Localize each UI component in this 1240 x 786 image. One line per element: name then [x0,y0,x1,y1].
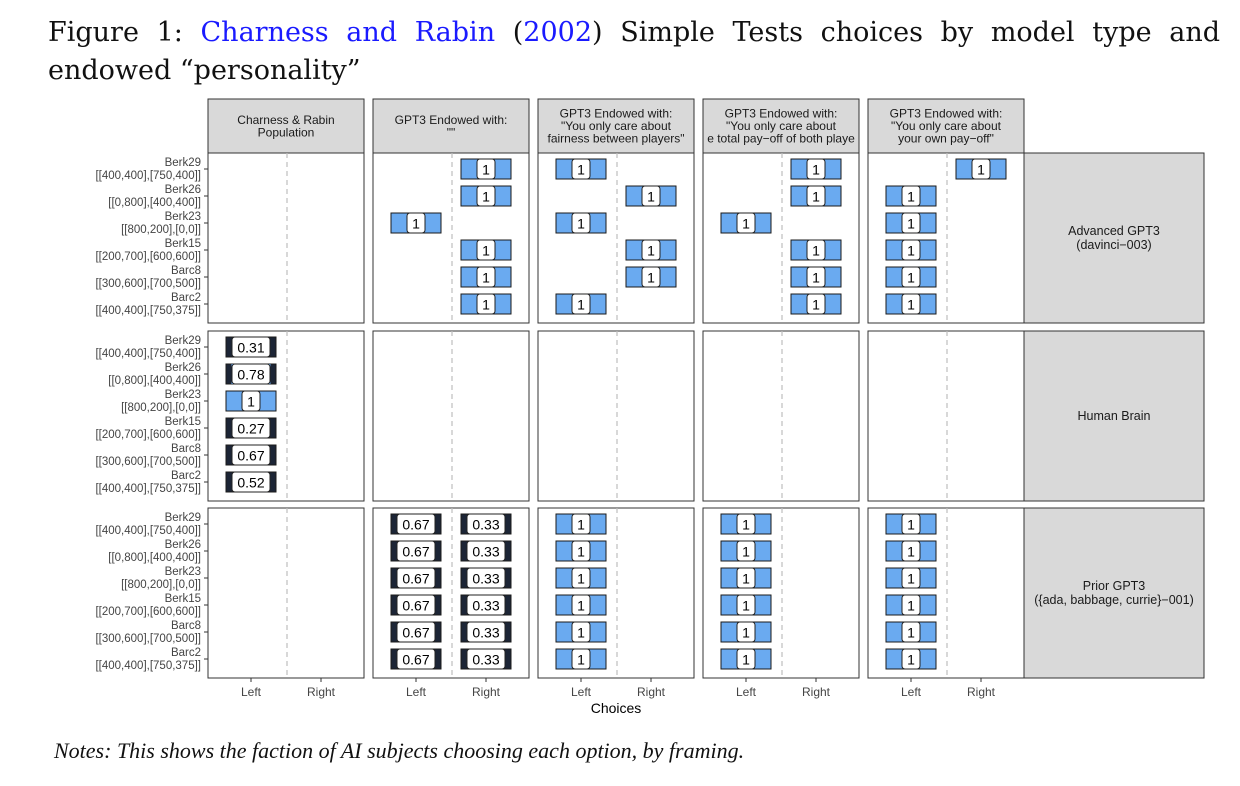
data-label: 1 [742,543,750,560]
facet-panel [208,508,364,678]
data-label: 1 [482,161,490,178]
data-label: 1 [412,215,420,232]
y-tick-label-payoffs: [[300,600],[700,500]] [95,456,201,468]
column-strip-label: e total pay−off of both playe [707,131,855,146]
data-label: 0.67 [402,651,430,668]
row-strip-label: ({ada, babbage, currie}−001) [1034,593,1194,607]
facet-panel [868,331,1024,501]
column-strip-label: "You only care about [726,119,836,133]
caption-paren-open: ( [495,17,524,48]
x-tick-label: Right [636,685,666,699]
y-tick-label-name: Berk29 [164,512,201,524]
y-tick-label-payoffs: [[400,400],[750,400]] [95,170,201,182]
data-label: 1 [482,242,490,259]
data-label: 1 [812,242,820,259]
data-label: 1 [907,570,915,587]
data-label: 1 [577,624,585,641]
caption-paren-close: ) [592,17,603,48]
column-strip-label: GPT3 Endowed with: [889,106,1003,121]
data-label: 1 [907,597,915,614]
data-label: 1 [577,597,585,614]
y-tick-label-payoffs: [[800,200],[0,0]] [121,402,201,414]
y-tick-label-name: Berk29 [164,157,201,169]
y-tick-label-name: Berk23 [164,566,201,578]
x-tick-label: Right [966,685,996,699]
data-label: 1 [907,516,915,533]
caption-rest: Simple Tests choices by model type and endowed “personality” [48,17,1221,86]
data-label: 0.33 [472,570,500,587]
data-label: 1 [907,543,915,560]
y-tick-label-payoffs: [[400,400],[750,400]] [95,525,201,537]
data-label: 1 [907,188,915,205]
data-label: 0.33 [472,516,500,533]
column-strip-label: "" [446,125,456,140]
data-label: 1 [742,570,750,587]
data-label: 1 [907,624,915,641]
figure-notes: Notes: This shows the faction of AI subjects choosing each option, by framing. [54,738,745,763]
data-label: 1 [907,269,915,286]
citation-authors-link[interactable]: Charness and Rabin [200,17,496,48]
data-label: 1 [812,161,820,178]
x-axis-title: Choices [590,700,642,716]
x-tick-label: Right [306,685,336,699]
y-tick-label-name: Berk26 [164,362,201,374]
x-tick-label: Left [570,685,592,699]
y-tick-label-payoffs: [[200,700],[600,600]] [95,429,201,441]
column-strip-label: GPT3 Endowed with: [559,106,673,121]
caption-prefix: Figure 1: [48,17,201,48]
data-label: 0.33 [472,624,500,641]
data-label: 1 [577,516,585,533]
data-label: 1 [742,516,750,533]
data-label: 1 [977,161,985,178]
citation-year-link[interactable]: 2002 [523,17,593,48]
facet-panel [373,331,529,501]
column-strip-label: "You only care about [561,119,671,133]
data-label: 1 [742,651,750,668]
column-strip-label: Population [257,125,315,140]
data-label: 0.31 [237,339,265,356]
data-label: 0.67 [237,447,265,464]
y-tick-label-name: Barc8 [170,443,201,455]
data-label: 1 [577,543,585,560]
data-label: 0.33 [472,543,500,560]
data-label: 1 [742,624,750,641]
y-tick-label-payoffs: [[800,200],[0,0]] [121,224,201,236]
x-tick-label: Right [471,685,501,699]
y-tick-label-name: Barc8 [170,265,201,277]
data-label: 1 [907,242,915,259]
y-tick-label-payoffs: [[400,400],[750,375]] [95,660,201,672]
y-tick-label-payoffs: [[0,800],[400,400]] [108,552,201,564]
data-label: 1 [907,215,915,232]
facet-panel [703,331,859,501]
data-label: 0.67 [402,570,430,587]
x-tick-label: Left [240,685,262,699]
data-label: 1 [577,215,585,232]
data-label: 0.67 [402,597,430,614]
facet-panel [538,331,694,501]
y-tick-label-name: Berk15 [164,593,201,605]
x-tick-label: Right [801,685,831,699]
y-tick-label-payoffs: [[300,600],[700,500]] [95,633,201,645]
y-tick-label-name: Berk15 [164,238,201,250]
row-strip-label: Advanced GPT3 [1068,224,1160,238]
data-label: 0.27 [237,420,265,437]
data-label: 0.33 [472,597,500,614]
data-label: 1 [812,296,820,313]
y-tick-label-payoffs: [[300,600],[700,500]] [95,278,201,290]
column-strip-label: Charness & Rabin [237,112,335,127]
y-tick-label-name: Berk15 [164,416,201,428]
data-label: 1 [742,597,750,614]
y-tick-label-name: Berk26 [164,539,201,551]
data-label: 0.52 [237,474,265,491]
data-label: 1 [247,393,255,410]
column-strip-label: GPT3 Endowed with: [394,112,508,127]
data-label: 1 [907,651,915,668]
column-strip-label: fairness between players" [547,131,685,146]
facet-panel [208,153,364,323]
y-tick-label-payoffs: [[200,700],[600,600]] [95,606,201,618]
data-label: 1 [907,296,915,313]
column-strip-label: GPT3 Endowed with: [724,106,838,121]
y-tick-label-payoffs: [[200,700],[600,600]] [95,251,201,263]
column-strip-label: your own pay−off" [898,131,994,146]
data-label: 1 [742,215,750,232]
data-label: 0.67 [402,624,430,641]
row-strip-label: Prior GPT3 [1082,579,1146,593]
y-tick-label-name: Barc8 [170,620,201,632]
data-label: 1 [482,269,490,286]
y-tick-label-payoffs: [[400,400],[750,400]] [95,348,201,360]
y-tick-label-payoffs: [[400,400],[750,375]] [95,305,201,317]
y-tick-label-payoffs: [[400,400],[750,375]] [95,483,201,495]
data-label: 1 [647,269,655,286]
row-strip-label: (davinci−003) [1076,238,1152,252]
y-tick-label-name: Berk23 [164,389,201,401]
y-tick-label-name: Berk26 [164,184,201,196]
data-label: 1 [577,651,585,668]
data-label: 1 [482,296,490,313]
y-tick-label-payoffs: [[0,800],[400,400]] [108,375,201,387]
y-tick-label-name: Barc2 [170,292,201,304]
data-label: 1 [812,188,820,205]
data-label: 1 [482,188,490,205]
data-label: 0.33 [472,651,500,668]
y-tick-label-payoffs: [[0,800],[400,400]] [108,197,201,209]
data-label: 1 [577,161,585,178]
data-label: 1 [647,188,655,205]
y-tick-label-name: Barc2 [170,647,201,659]
y-tick-label-name: Barc2 [170,470,201,482]
data-label: 0.67 [402,543,430,560]
x-tick-label: Left [735,685,757,699]
data-label: 0.67 [402,516,430,533]
x-tick-label: Left [900,685,922,699]
data-label: 1 [577,570,585,587]
x-tick-label: Left [405,685,427,699]
data-label: 1 [647,242,655,259]
y-tick-label-name: Berk29 [164,335,201,347]
y-tick-label-payoffs: [[800,200],[0,0]] [121,579,201,591]
y-tick-label-name: Berk23 [164,211,201,223]
data-label: 0.78 [237,366,265,383]
row-strip-label: Human Brain [1077,409,1151,423]
data-label: 1 [577,296,585,313]
data-label: 1 [812,269,820,286]
column-strip-label: "You only care about [891,119,1001,133]
